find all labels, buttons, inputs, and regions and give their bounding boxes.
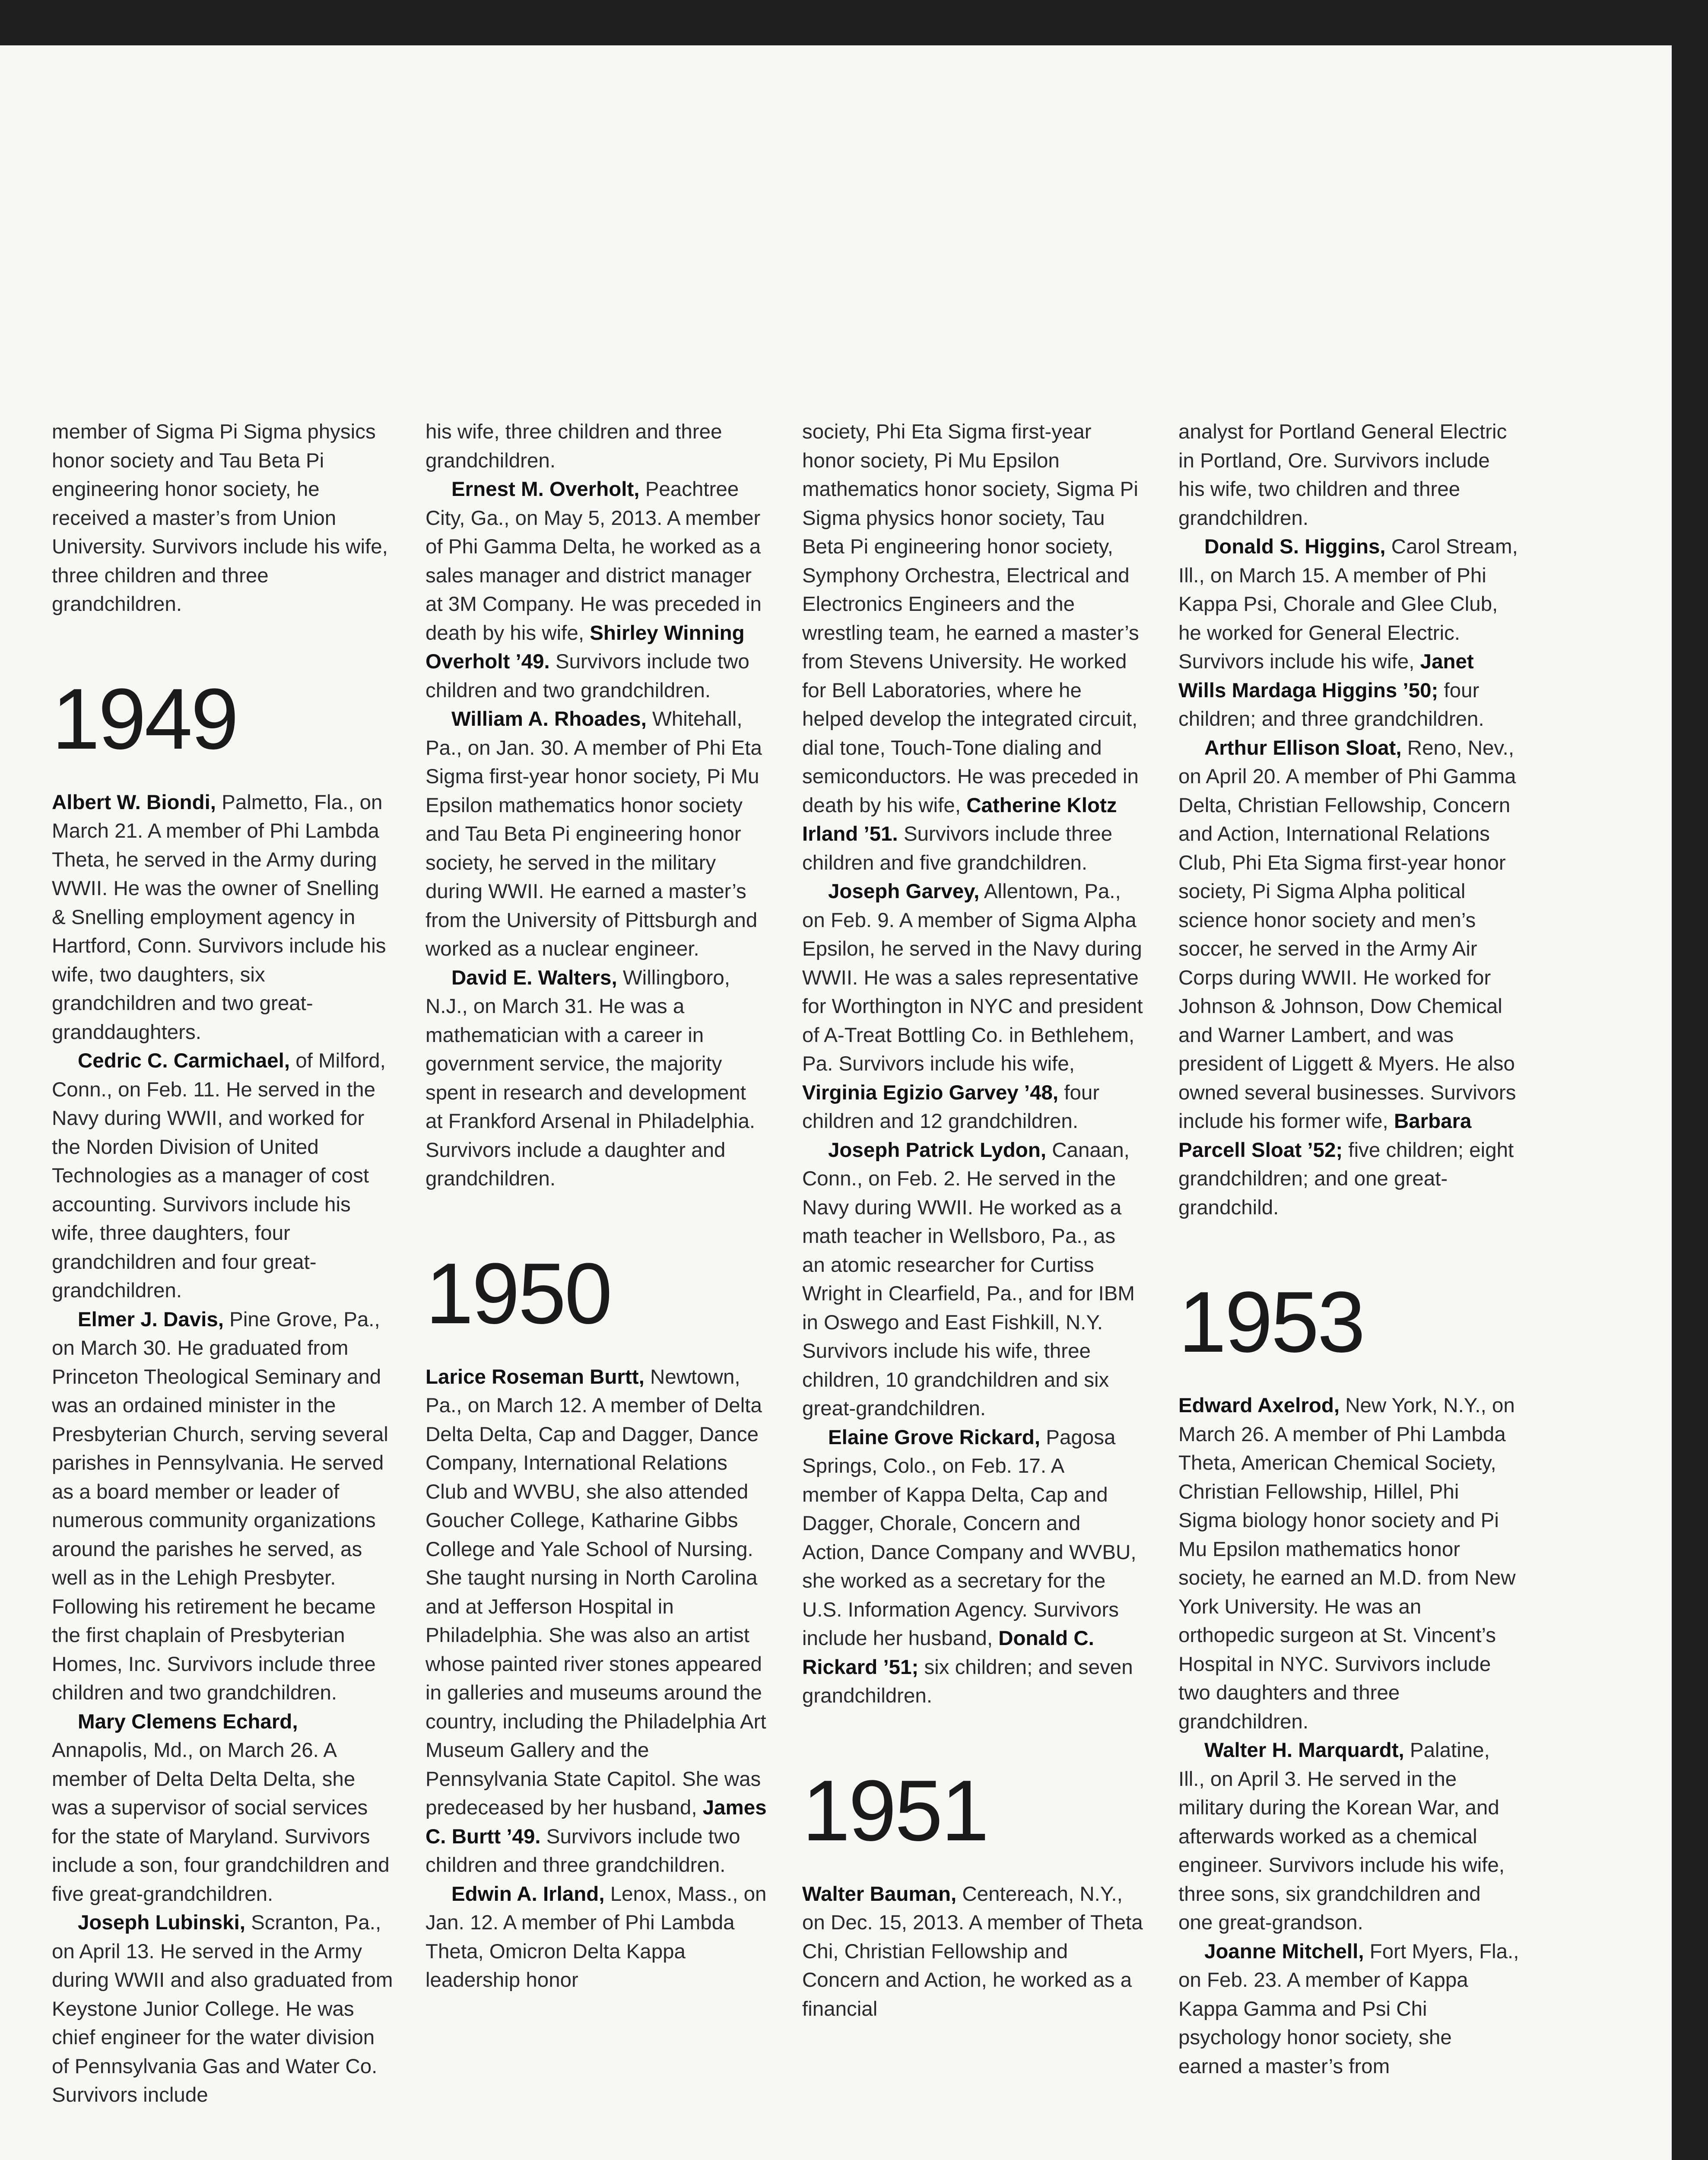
obituary-text: Scranton, Pa., on April 13. He served in the Army during WWII and also graduated from Keystone Junior College. He was chief engineer for the water division of Pennsylvania Gas and Water Co. Survivors include [52, 1911, 393, 2106]
person-name: Albert W. Biondi, [52, 791, 216, 814]
text-column-3 [802, 418, 1143, 2023]
obituary-paragraph [425, 1363, 767, 1880]
obituary-text: six children; and seven grandchildren. [802, 1655, 1133, 1707]
obituary-paragraph [425, 964, 767, 1194]
obituary-text: Annapolis, Md., on March 26. A member of Delta Delta Delta, she was a supervisor of social services for the state of Maryland. Survivors include a son, four grandchildren and five great-grandchildren. [52, 1739, 390, 1906]
obituary-paragraph [802, 877, 1143, 1136]
year-heading: 1951 [802, 1762, 987, 1859]
obituary-paragraph [52, 418, 393, 619]
person-name: Arthur Ellison Sloat, [1204, 736, 1402, 759]
obituary-text: Pagosa Springs, Colo., on Feb. 17. A member of Kappa Delta, Cap and Dagger, Chorale, Concern and Action, Dance Company and WVBU, she worked as a secretary for the U.S. Information Agency. Survivors include her husband, [802, 1426, 1137, 1650]
obituary-text: society, Phi Eta Sigma first-year honor society, Pi Mu Epsilon mathematics honor society, Sigma Pi Sigma physics honor society, Tau Beta Pi engineering honor society, Symphony Orchestra, Electrical and Electronics Engineers and the wrestling team, he earned a master’s from Stevens University. He worked for Bell Laboratories, where he helped develop the integrated circuit, dial tone, Touch-Tone dialing and semiconductors. He was preceded in death by his wife, [802, 420, 1139, 817]
obituary-paragraph [1178, 734, 1520, 1223]
obituary-paragraph [52, 1708, 393, 1909]
obituary-paragraph [1178, 418, 1520, 533]
obituary-text: Centereach, N.Y., on Dec. 15, 2013. A member of Theta Chi, Christian Fellowship and Concern and Action, he worked as a financial [802, 1882, 1143, 2020]
person-name: Joseph Patrick Lydon, [828, 1138, 1047, 1162]
obituary-text: his wife, three children and three grandchildren. [425, 420, 722, 472]
person-name: Joseph Garvey, [828, 880, 980, 903]
person-name: Shirley Winning Overholt ’49. [425, 621, 745, 673]
obituary-text: Reno, Nev., on April 20. A member of Phi Gamma Delta, Christian Fellowship, Concern and Action, International Relations Club, Phi Eta Sigma first-year honor society, Pi Sigma Alpha political science honor society and men’s soccer, he served in the Army Air Corps during WWII. He worked for Johnson & Johnson, Dow Chemical and Warner Lambert, and was president of Liggett & Myers. He also owned several businesses. Survivors include his former wife, [1178, 736, 1516, 1133]
person-name: Elmer J. Davis, [78, 1308, 224, 1331]
person-name: Joanne Mitchell, [1204, 1940, 1364, 1963]
obituary-paragraph [1178, 1938, 1520, 2081]
obituary-text: Allentown, Pa., on Feb. 9. A member of Sigma Alpha Epsilon, he served in the Navy during WWII. He was a sales representative for Worthington in NYC and president of A-Treat Bottling Co. in Bethlehem, Pa. Survivors include his wife, [802, 880, 1143, 1075]
obituary-text: Palatine, Ill., on April 3. He served in the military during the Korean War, and afterwards worked as a chemical engineer. Survivors include his wife, three sons, six grandchildren and one great-grandson. [1178, 1739, 1505, 1934]
person-name: Edwin A. Irland, [451, 1882, 605, 1906]
obituary-text: Whitehall, Pa., on Jan. 30. A member of Phi Eta Sigma first-year honor society, Pi Mu Epsilon mathematics honor society and Tau Beta Pi engineering honor society, he served in the military during WWII. He earned a master’s from the University of Pittsburgh and worked as a nuclear engineer. [425, 708, 762, 960]
obituary-text: five children; eight grandchildren; and one great-grandchild. [1178, 1138, 1514, 1219]
obituary-text: member of Sigma Pi Sigma physics honor society and Tau Beta Pi engineering honor society, he received a master’s from Union University. Survivors include his wife, three children and three grandchildren. [52, 420, 388, 616]
person-name: David E. Walters, [451, 966, 617, 989]
obituary-text: Lenox, Mass., on Jan. 12. A member of Phi Lambda Theta, Omicron Delta Kappa leadership honor [425, 1882, 767, 1992]
person-name: Walter Bauman, [802, 1882, 957, 1906]
obituary-text: four children; and three grandchildren. [1178, 679, 1484, 731]
obituary-text: Carol Stream, Ill., on March 15. A member of Phi Kappa Psi, Chorale and Glee Club, he worked for General Electric. Survivors include his wife, [1178, 535, 1518, 673]
person-name: Virginia Egizio Garvey ’48, [802, 1081, 1059, 1104]
person-name: Ernest M. Overholt, [451, 478, 640, 501]
magazine-page [0, 45, 1672, 2160]
person-name: Catherine Klotz Irland ’51. [802, 794, 1117, 845]
obituary-text: four children and 12 grandchildren. [802, 1081, 1100, 1133]
obituary-text: Survivors include two children and three grandchildren. [425, 1825, 740, 1877]
obituary-text: Newtown, Pa., on March 12. A member of Delta Delta Delta, Cap and Dagger, Dance Company, International Relations Club and WVBU, she also attended Goucher College, Katharine Gibbs College and Yale School of Nursing. She taught nursing in North Carolina and at Jefferson Hospital in Philadelphia. She was also an artist whose painted river stones appeared in galleries and museums around the country, including the Philadelphia Art Museum Gallery and the Pennsylvania State Capitol. She was predeceased by her husband, [425, 1365, 766, 1819]
text-column-1 [52, 418, 393, 2110]
obituary-paragraph [802, 418, 1143, 877]
obituary-paragraph [52, 788, 393, 1047]
text-column-4 [1178, 418, 1520, 2081]
obituary-paragraph [52, 1909, 393, 2110]
obituary-text: Pine Grove, Pa., on March 30. He graduated from Princeton Theological Seminary and was an ordained minister in the Presbyterian Church, serving several parishes in Pennsylvania. He served as a board member or leader of numerous community organizations around the parishes he served, as well as in the Lehigh Presbyter. Following his retirement he became the first chaplain of Presbyterian Homes, Inc. Survivors include three children and two grandchildren. [52, 1308, 388, 1704]
person-name: Larice Roseman Burtt, [425, 1365, 644, 1388]
obituary-text: Palmetto, Fla., on March 21. A member of Phi Lambda Theta, he served in the Army during WWII. He was the owner of Snelling & Snelling employment agency in Hartford, Conn. Survivors include his wife, two daughters, six grandchildren and two great-granddaughters. [52, 791, 386, 1044]
obituary-paragraph [802, 1880, 1143, 2024]
year-heading: 1949 [52, 670, 237, 767]
obituary-paragraph [802, 1423, 1143, 1711]
person-name: Janet Wills Mardaga Higgins ’50; [1178, 650, 1474, 702]
obituary-text: Canaan, Conn., on Feb. 2. He served in the Navy during WWII. He worked as a math teacher in Wellsboro, Pa., as an atomic researcher for Curtiss Wright in Clearfield, Pa., and for IBM in Oswego and East Fishkill, N.Y. Survivors include his wife, three children, 10 grandchildren and six great-grandchildren. [802, 1138, 1135, 1420]
obituary-text: Survivors include two children and two grandchildren. [425, 650, 749, 702]
obituary-text: Peachtree City, Ga., on May 5, 2013. A member of Phi Gamma Delta, he worked as a sales manager and district manager at 3M Company. He was preceded in death by his wife, [425, 478, 762, 645]
person-name: Edward Axelrod, [1178, 1394, 1340, 1417]
person-name: Walter H. Marquardt, [1204, 1739, 1404, 1762]
person-name: Barbara Parcell Sloat ’52; [1178, 1110, 1472, 1162]
person-name: Donald C. Rickard ’51; [802, 1627, 1094, 1679]
person-name: Donald S. Higgins, [1204, 535, 1386, 558]
obituary-paragraph [425, 418, 767, 475]
obituary-paragraph [52, 1047, 393, 1306]
obituary-text: analyst for Portland General Electric in Portland, Ore. Survivors include his wife, two children and three grandchildren. [1178, 420, 1507, 530]
obituary-paragraph [425, 475, 767, 705]
person-name: William A. Rhoades, [451, 708, 647, 731]
obituary-paragraph [425, 1880, 767, 1995]
person-name: Elaine Grove Rickard, [828, 1426, 1041, 1449]
obituary-paragraph [1178, 1736, 1520, 1938]
obituary-paragraph [1178, 533, 1520, 734]
obituary-text: Survivors include three children and five grandchildren. [802, 823, 1113, 874]
obituary-paragraph [425, 705, 767, 964]
obituary-text: Fort Myers, Fla., on Feb. 23. A member of Kappa Kappa Gamma and Psi Chi psychology honor society, she earned a master’s from [1178, 1940, 1519, 2078]
obituary-text: New York, N.Y., on March 26. A member of Phi Lambda Theta, American Chemical Society, Christian Fellowship, Hillel, Phi Sigma biology honor society and Pi Mu Epsilon mathematics honor society, he earned an M.D. from New York University. He was an orthopedic surgeon at St. Vincent’s Hospital in NYC. Survivors include two daughters and three grandchildren. [1178, 1394, 1516, 1733]
obituary-text: of Milford, Conn., on Feb. 11. He served in the Navy during WWII, and worked for the Norden Division of United Technologies as a manager of cost accounting. Survivors include his wife, three daughters, four grandchildren and four great-grandchildren. [52, 1049, 386, 1302]
year-heading: 1953 [1178, 1274, 1364, 1370]
obituary-paragraph [1178, 1391, 1520, 1736]
obituary-paragraph [52, 1306, 393, 1708]
person-name: Cedric C. Carmichael, [78, 1049, 290, 1072]
person-name: Mary Clemens Echard, [78, 1710, 298, 1733]
obituary-paragraph [802, 1136, 1143, 1423]
person-name: James C. Burtt ’49. [425, 1796, 767, 1848]
obituary-text: Willingboro, N.J., on March 31. He was a mathematician with a career in government service, the majority spent in research and development at Frankford Arsenal in Philadelphia. Survivors include a daughter and grandchildren. [425, 966, 756, 1190]
person-name: Joseph Lubinski, [78, 1911, 245, 1934]
text-column-2 [425, 418, 767, 1995]
year-heading: 1950 [425, 1245, 611, 1342]
